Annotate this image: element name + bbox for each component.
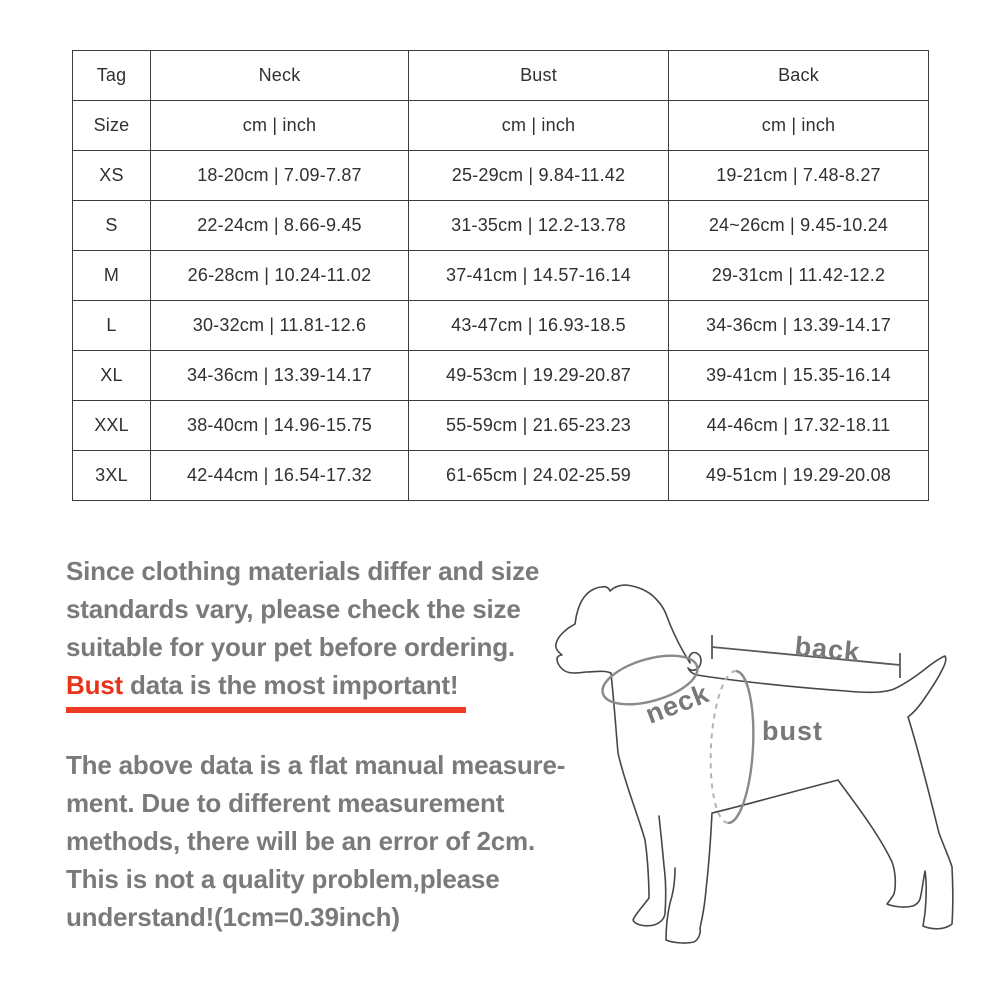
table-row [73, 451, 929, 501]
neck-value: 30-32cm | 11.81-12.6 [151, 301, 409, 351]
back-value: 39-41cm | 15.35-16.14 [669, 351, 929, 401]
back-value: 49-51cm | 19.29-20.08 [669, 451, 929, 501]
bust-value: 61-65cm | 24.02-25.59 [409, 451, 669, 501]
table-units-row [73, 101, 929, 151]
note-text-line: standards vary, please check the size [66, 594, 521, 624]
units-cell: cm | inch [409, 101, 669, 151]
bust-girth-solid-arc [728, 671, 757, 824]
notes-section [66, 552, 596, 936]
note-text-line: understand!(1cm=0.39inch) [66, 902, 400, 932]
highlight-rest-text: data is the most important! [122, 670, 459, 700]
back-value: 44-46cm | 17.32-18.11 [669, 401, 929, 451]
dog-measurement-diagram [548, 572, 988, 982]
units-cell: cm | inch [151, 101, 409, 151]
table-row [73, 401, 929, 451]
neck-value: 34-36cm | 13.39-14.17 [151, 351, 409, 401]
table-row [73, 151, 929, 201]
bust-value: 31-35cm | 12.2-13.78 [409, 201, 669, 251]
back-value: 29-31cm | 11.42-12.2 [669, 251, 929, 301]
size-label: S [73, 201, 151, 251]
size-label: M [73, 251, 151, 301]
column-header-back: Back [669, 51, 929, 101]
dog-outline-sketch [556, 585, 953, 943]
note-text-line: ment. Due to different measurement [66, 788, 505, 818]
back-label: back [793, 631, 862, 668]
size-label: XS [73, 151, 151, 201]
neck-value: 22-24cm | 8.66-9.45 [151, 201, 409, 251]
size-label: XXL [73, 401, 151, 451]
neck-value: 26-28cm | 10.24-11.02 [151, 251, 409, 301]
table-row [73, 301, 929, 351]
bust-girth-dashed-arc [707, 670, 736, 823]
bust-value: 25-29cm | 9.84-11.42 [409, 151, 669, 201]
neck-value: 42-44cm | 16.54-17.32 [151, 451, 409, 501]
size-label: L [73, 301, 151, 351]
back-value: 19-21cm | 7.48-8.27 [669, 151, 929, 201]
back-value: 24~26cm | 9.45-10.24 [669, 201, 929, 251]
units-cell: cm | inch [669, 101, 929, 151]
note-text-line: This is not a quality problem,please [66, 864, 500, 894]
highlighted-word: Bust [66, 670, 123, 700]
neck-value: 18-20cm | 7.09-7.87 [151, 151, 409, 201]
bust-label: bust [762, 716, 823, 746]
bust-value: 43-47cm | 16.93-18.5 [409, 301, 669, 351]
red-underline-divider [66, 707, 466, 713]
note-text-line: suitable for your pet before ordering. [66, 632, 515, 662]
bust-value: 55-59cm | 21.65-23.23 [409, 401, 669, 451]
corner-tag-cell: Tag [73, 51, 151, 101]
column-header-neck: Neck [151, 51, 409, 101]
neck-label: neck [641, 678, 714, 730]
note-text-line: Since clothing materials differ and size [66, 556, 540, 586]
neck-value: 38-40cm | 14.96-15.75 [151, 401, 409, 451]
bust-value: 37-41cm | 14.57-16.14 [409, 251, 669, 301]
corner-size-cell: Size [73, 101, 151, 151]
size-label: XL [73, 351, 151, 401]
table-row [73, 251, 929, 301]
note-text-line: The above data is a flat manual measure- [66, 750, 566, 780]
note-text-line: methods, there will be an error of 2cm. [66, 826, 535, 856]
table-header-row [73, 51, 929, 101]
size-label: 3XL [73, 451, 151, 501]
table-row [73, 351, 929, 401]
bust-value: 49-53cm | 19.29-20.87 [409, 351, 669, 401]
disclaimer-note [66, 746, 596, 936]
back-value: 34-36cm | 13.39-14.17 [669, 301, 929, 351]
column-header-bust: Bust [409, 51, 669, 101]
note-text-line-highlight [66, 666, 596, 704]
size-chart-table [72, 50, 929, 501]
table-row [73, 201, 929, 251]
warning-note [66, 552, 596, 713]
